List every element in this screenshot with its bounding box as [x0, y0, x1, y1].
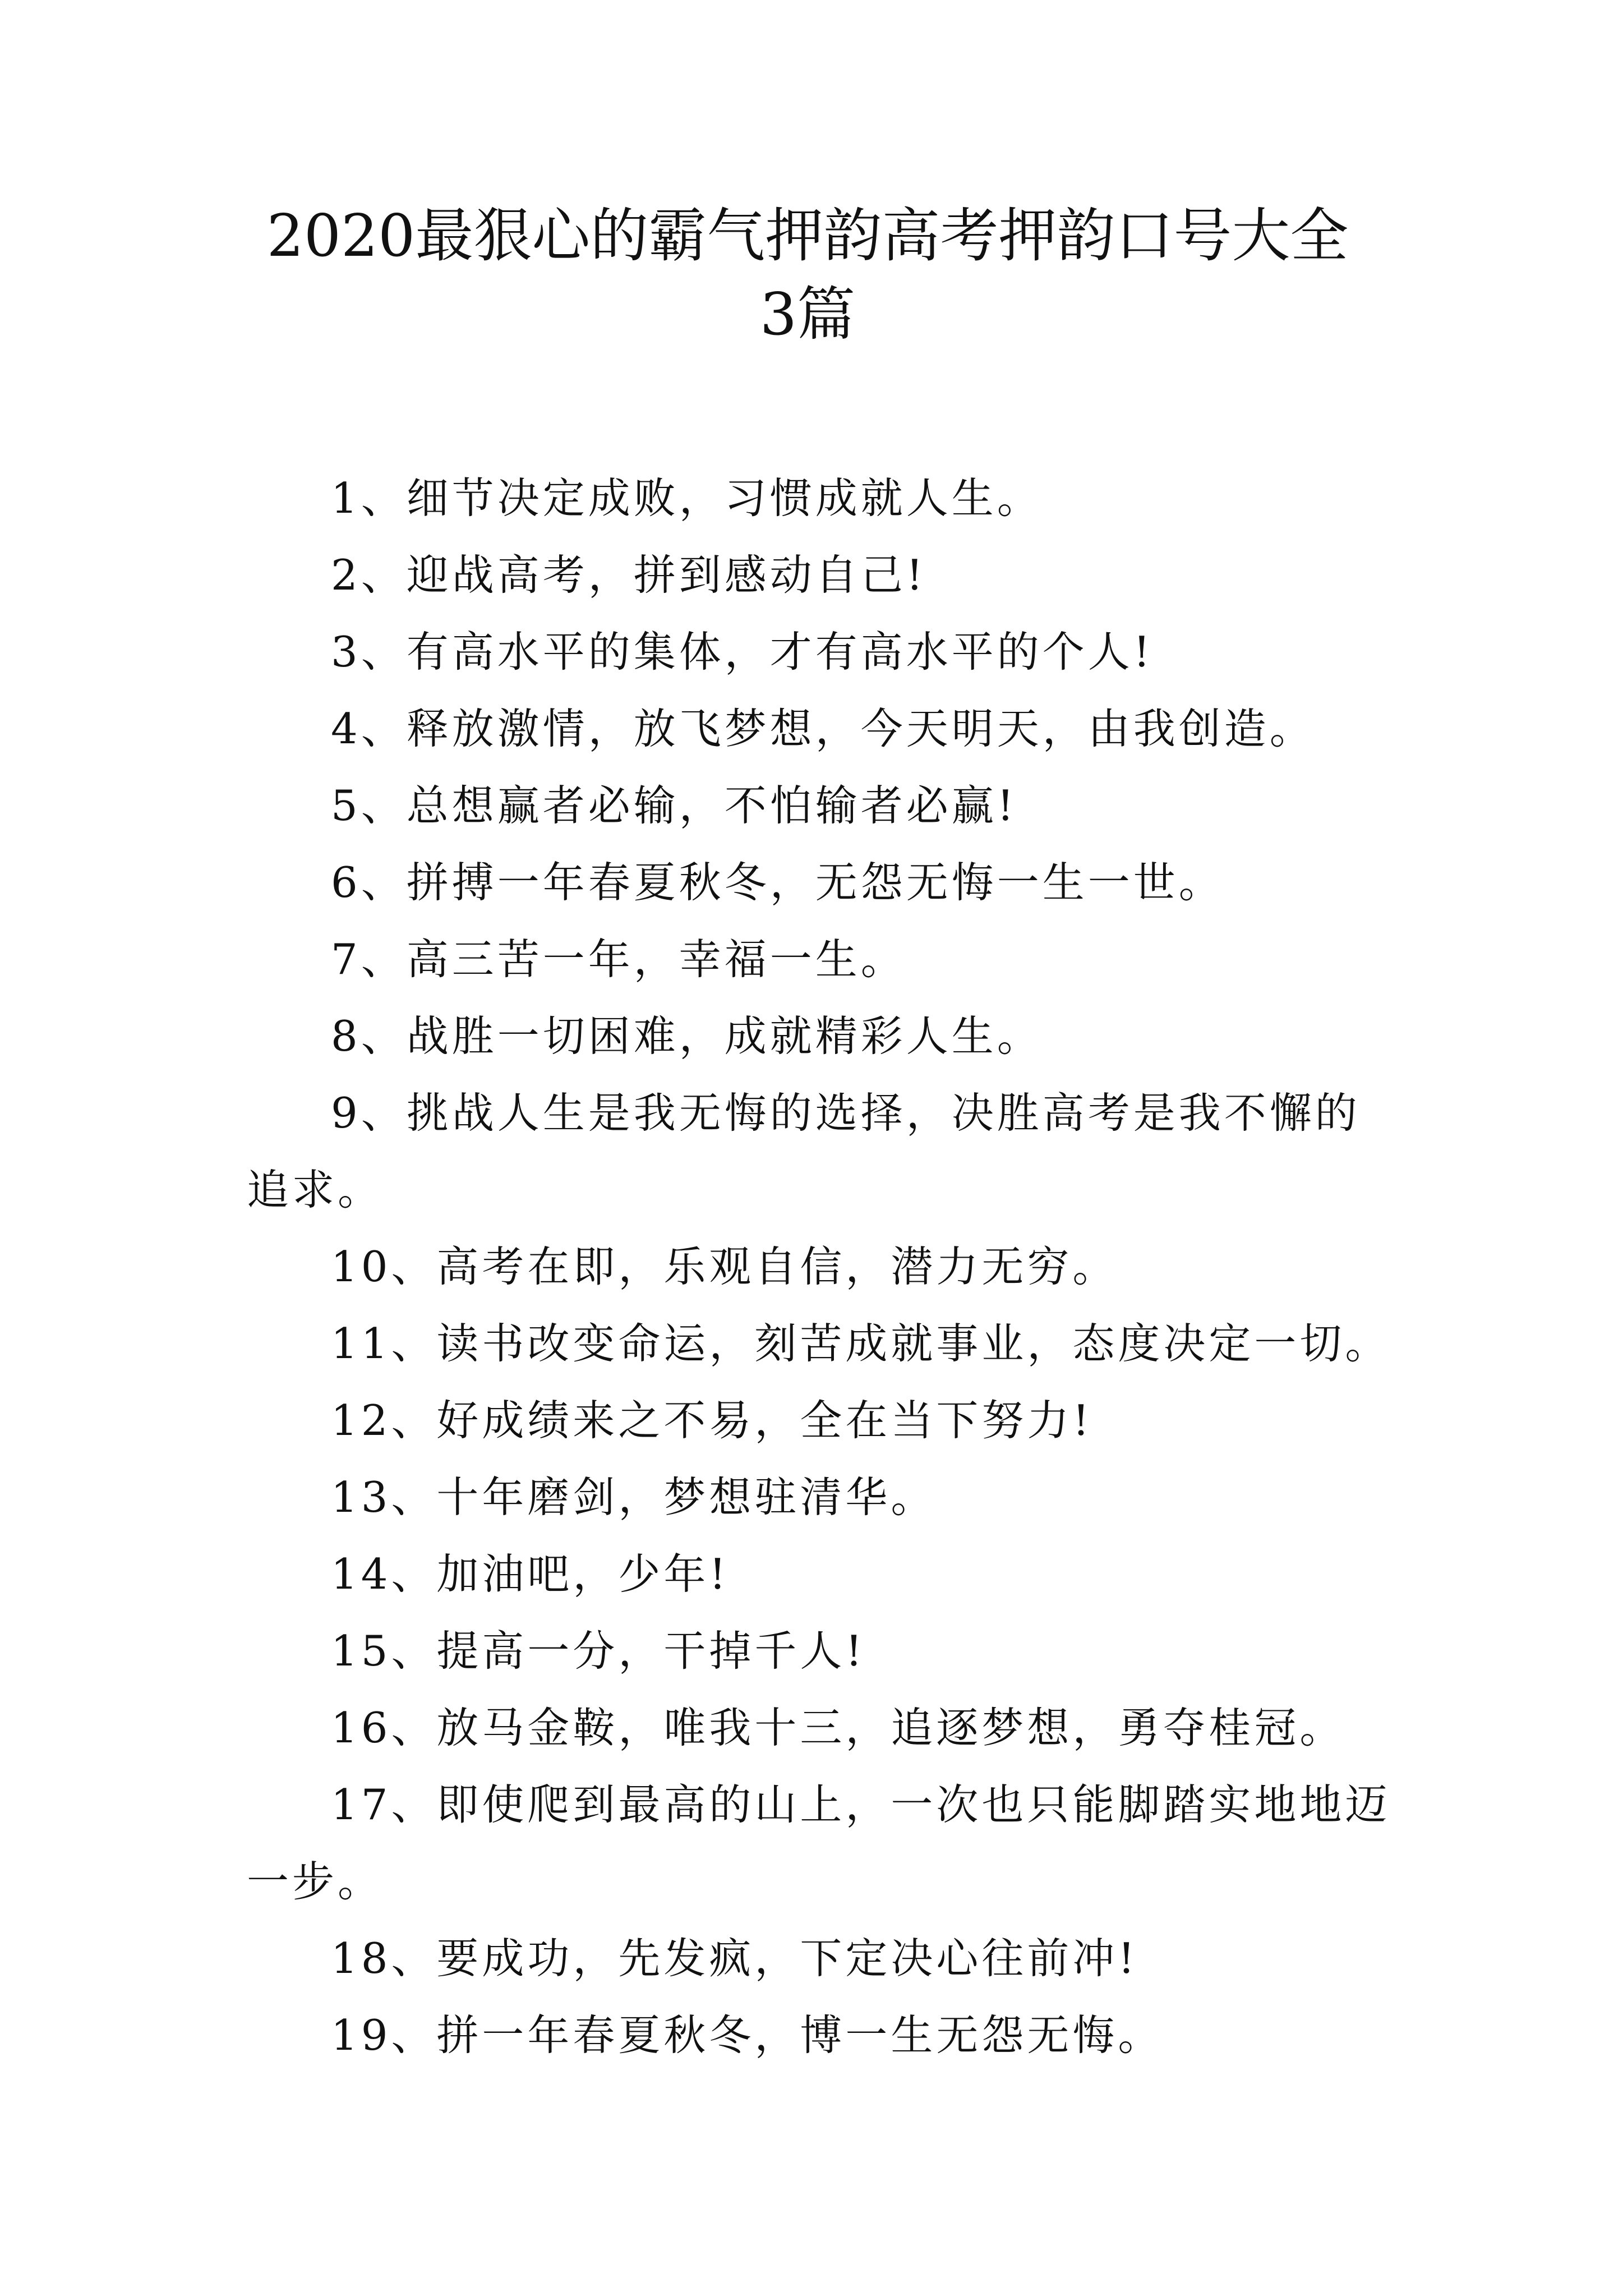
slogan-item: 4、释放激情，放飞梦想，今天明天，由我创造。 [331, 704, 1315, 753]
slogan-item: 11、读书改变命运，刻苦成就事业，态度决定一切。 [331, 1319, 1391, 1368]
slogan-item: 10、高考在即，乐观自信，潜力无穷。 [331, 1242, 1118, 1291]
slogan-item: 14、加油吧，少年! [331, 1549, 730, 1599]
slogan-item: 12、好成绩来之不易，全在当下努力! [331, 1396, 1093, 1445]
slogan-item: 19、拼一年春夏秋冬，博一生无怨无悔。 [331, 2010, 1164, 2060]
title-line-1: 2020最狠心的霸气押韵高考押韵口号大全 [266, 201, 1349, 270]
slogan-item: 17、即使爬到最高的山上，一次也只能脚踏实地地迈一步。 [247, 1780, 1391, 1906]
slogan-item: 8、战胜一切困难，成就精彩人生。 [331, 1011, 1043, 1061]
slogan-item: 15、提高一分，干掉千人! [331, 1626, 866, 1676]
title-line-2: 3篇 [759, 280, 856, 348]
slogan-item: 2、迎战高考，拼到感动自己! [331, 550, 926, 600]
slogan-item: 7、高三苦一年，幸福一生。 [331, 935, 906, 984]
slogan-item: 5、总想赢者必输，不怕输者必赢! [331, 781, 1017, 830]
document-title [202, 196, 1413, 353]
slogan-item: 18、要成功，先发疯，下定决心往前冲! [331, 1934, 1138, 1983]
slogan-item: 1、细节决定成败，习惯成就人生。 [331, 473, 1043, 523]
slogan-item: 3、有高水平的集体，才有高水平的个人! [331, 627, 1154, 677]
slogan-item: 6、拼搏一年春夏秋冬，无怨无悔一生一世。 [331, 858, 1224, 907]
slogan-item: 13、十年磨剑，梦想驻清华。 [331, 1473, 937, 1522]
slogan-list [247, 460, 1391, 2074]
slogan-item: 9、挑战人生是我无悔的选择，决胜高考是我不懈的追求。 [247, 1088, 1361, 1214]
slogan-item: 16、放马金鞍，唯我十三，追逐梦想，勇夺桂冠。 [331, 1703, 1345, 1752]
